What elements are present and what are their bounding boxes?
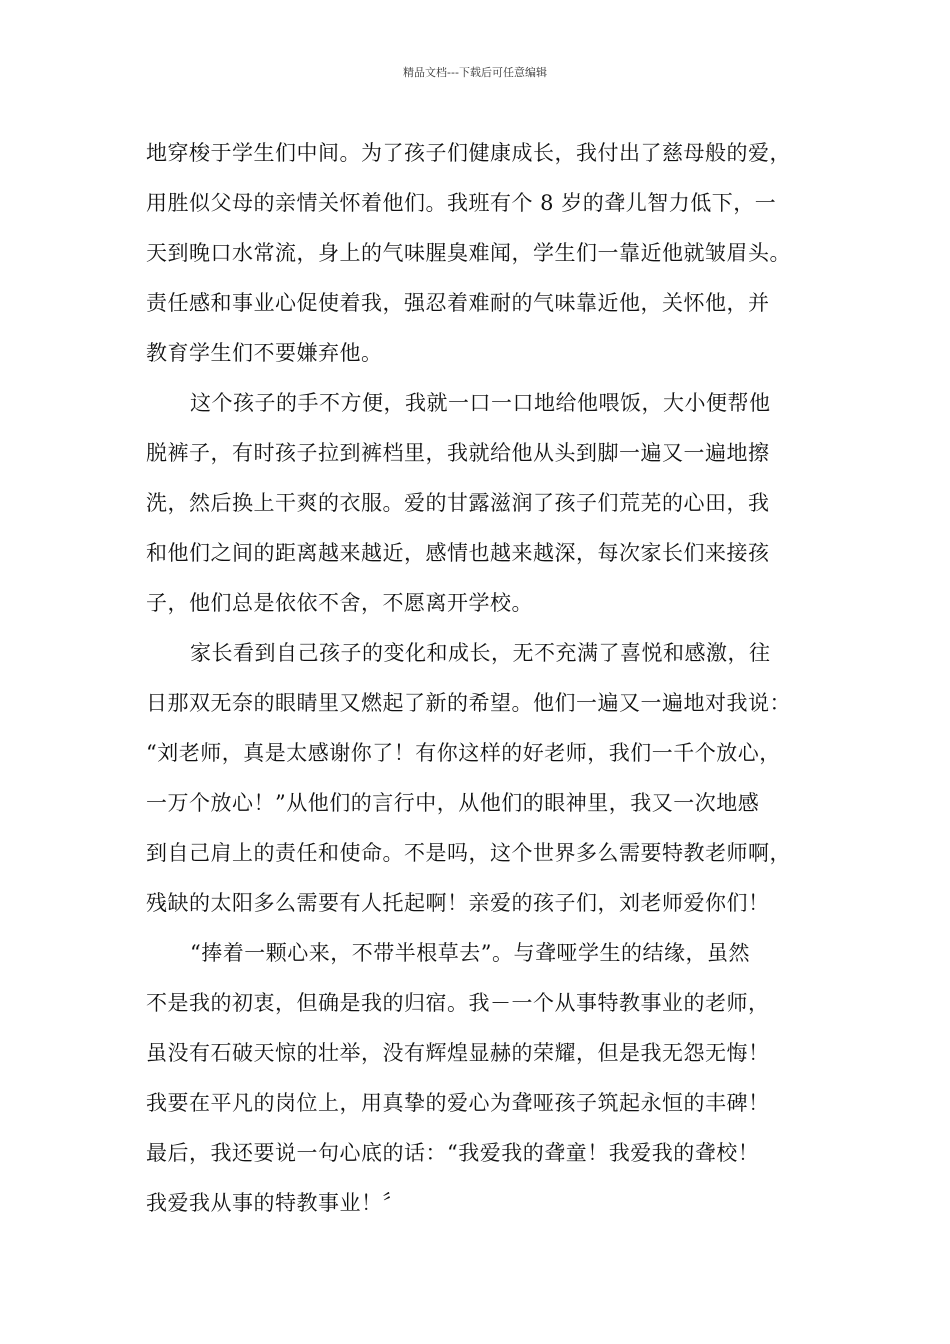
page-header: 精品文档---下载后可任意编辑 xyxy=(403,66,547,79)
text-line: 地穿梭于学生们中间。为了孩子们健康成长，我付出了慈母般的爱， xyxy=(146,141,791,165)
text-line: 最后，我还要说一句心底的话：“我爱我的聋童！我爱我的聋校！ xyxy=(146,1141,760,1165)
text-line: 日那双无奈的眼睛里又燃起了新的希望。他们一遍又一遍地对我说： xyxy=(146,691,791,715)
paragraph-first-line: 家长看到自己孩子的变化和成长，无不充满了喜悦和感激，往 xyxy=(190,641,771,665)
text-line: 虽没有石破天惊的壮举，没有辉煌显赫的荣耀，但是我无怨无悔！ xyxy=(146,1041,770,1065)
text-line: 洗，然后换上干爽的衣服。爱的甘露滋润了孩子们荒芜的心田，我 xyxy=(146,491,770,515)
text-line: 责任感和事业心促使着我，强忍着难耐的气味靠近他，关怀他，并 xyxy=(146,291,770,315)
text-line: 用胜似父母的亲情关怀着他们。我班有个 8 岁的聋儿智力低下，一 xyxy=(146,191,777,215)
text-line: 和他们之间的距离越来越近，感情也越来越深，每次家长们来接孩 xyxy=(146,541,770,565)
text-line: “刘老师，真是太感谢你了！有你这样的好老师，我们一千个放心， xyxy=(146,741,781,765)
text-line: 到自己肩上的责任和使命。不是吗，这个世界多么需要特教老师啊， xyxy=(146,841,791,865)
text-line: 子，他们总是依依不舍，不愿离开学校。 xyxy=(146,591,533,615)
text-line: 残缺的太阳多么需要有人托起啊！亲爱的孩子们，刘老师爱你们！ xyxy=(146,891,770,915)
text-line: 我爱我从事的特教事业！〞 xyxy=(146,1191,404,1215)
paragraph-first-line: 这个孩子的手不方便，我就一口一口地给他喂饭，大小便帮他 xyxy=(190,391,771,415)
text-line: 天到晚口水常流，身上的气味腥臭难闻，学生们一靠近他就皱眉头。 xyxy=(146,241,791,265)
text-line: 一万个放心！”从他们的言行中，从他们的眼神里，我又一次地感 xyxy=(146,791,760,815)
text-line: 教育学生们不要嫌弃他。 xyxy=(146,341,383,365)
text-line: 脱裤子，有时孩子拉到裤档里，我就给他从头到脚一遍又一遍地擦 xyxy=(146,441,770,465)
text-line: 不是我的初衷，但确是我的归宿。我－一个从事特教事业的老师， xyxy=(146,991,770,1015)
text-line: 我要在平凡的岗位上，用真挚的爱心为聋哑孩子筑起永恒的丰碑！ xyxy=(146,1091,770,1115)
document-body xyxy=(146,128,826,1228)
paragraph-first-line: “捧着一颗心来，不带半根草去”。与聋哑学生的结缘，虽然 xyxy=(190,941,750,965)
